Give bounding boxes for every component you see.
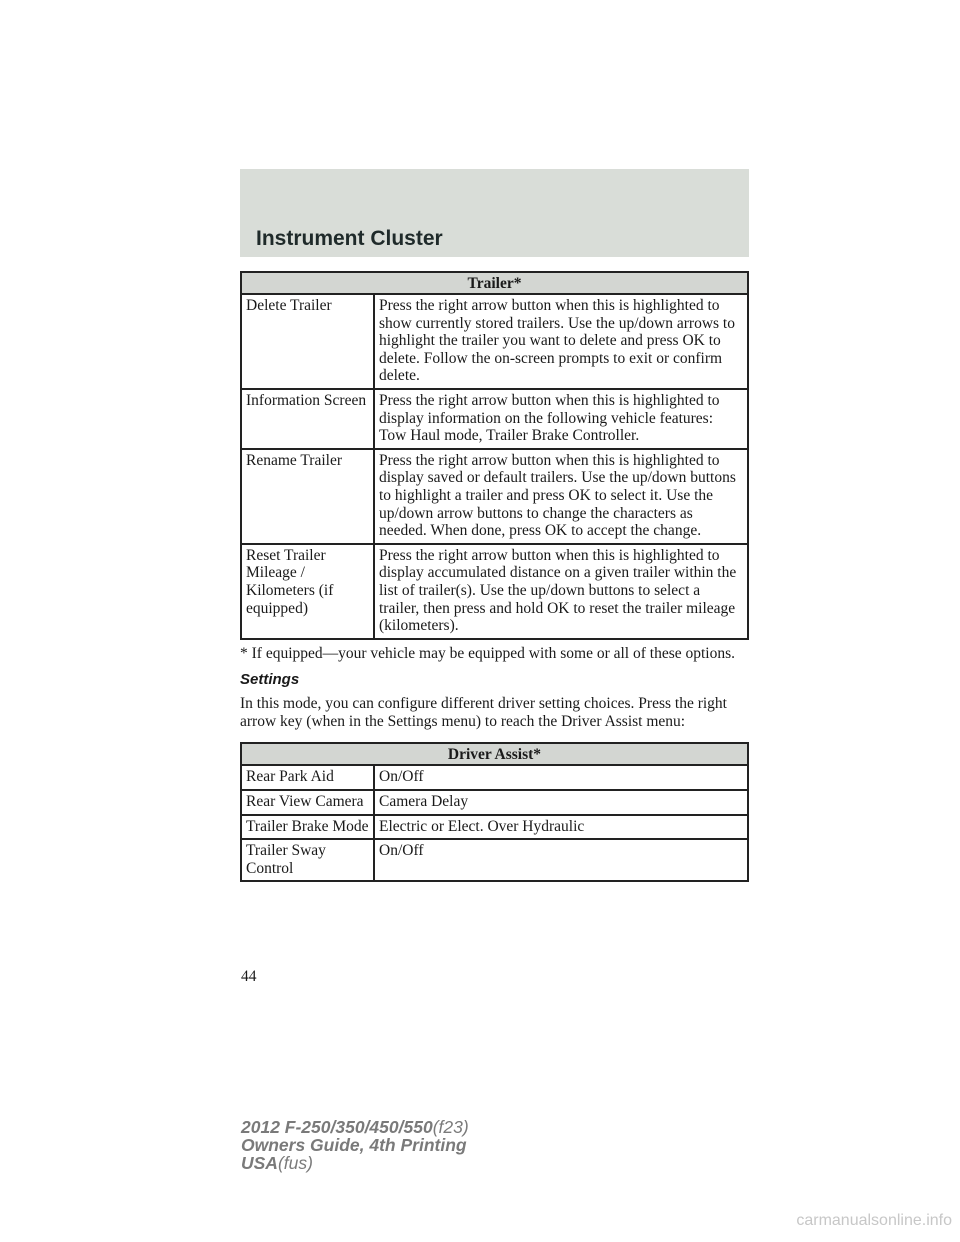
- row-item: Information Screen: [241, 389, 374, 449]
- trailer-table: [240, 271, 749, 640]
- driver-assist-table: [240, 742, 749, 882]
- row-item: Reset Trailer Mileage / Kilometers (if equipped): [241, 544, 374, 639]
- settings-paragraph: In this mode, you can configure different driver setting choices. Press the right arrow key (when in the Settings menu) to reach the Driver Assist menu:: [240, 695, 727, 730]
- row-item: Rename Trailer: [241, 449, 374, 544]
- footer-model-code: (f23): [432, 1117, 469, 1137]
- row-description: Camera Delay: [374, 790, 748, 815]
- watermark-text: carmanualsonline.info: [796, 1212, 952, 1229]
- row-description: Press the right arrow button when this is highlighted to show currently stored trailers. Use the up/down arrows to highlight the trailer you want to delete and press OK to delete. Follow the on-screen prompts to exit or confirm delete.: [374, 294, 748, 389]
- footer-model: 2012 F-250/350/450/550: [241, 1117, 433, 1137]
- row-description: Press the right arrow button when this is highlighted to display saved or default trailers. Use the up/down buttons to highlight a trailer and press OK to select it. Use the up/down arrow buttons to change the characters as needed. When done, press OK to accept the change.: [374, 449, 748, 544]
- section-header-band: [240, 169, 749, 257]
- table-row: [241, 389, 748, 449]
- table-row: [241, 765, 748, 790]
- driver-assist-table-title: Driver Assist*: [241, 743, 748, 765]
- table-row: [241, 544, 748, 639]
- row-item: Rear Park Aid: [241, 765, 374, 790]
- page-number: 44: [241, 968, 257, 985]
- trailer-table-title: Trailer*: [241, 272, 748, 294]
- document-footer: [241, 1118, 469, 1172]
- row-description: On/Off: [374, 839, 748, 881]
- section-title: Instrument Cluster: [256, 227, 443, 250]
- table-row: [241, 790, 748, 815]
- footer-region: USA: [241, 1153, 278, 1173]
- footer-region-code: (fus): [277, 1153, 313, 1173]
- table-row: [241, 815, 748, 840]
- settings-heading: Settings: [240, 671, 300, 689]
- footer-line-2: Owners Guide, 4th Printing: [241, 1135, 467, 1155]
- page-content: [240, 271, 749, 882]
- footnote: * If equipped—your vehicle may be equipped with some or all of these options.: [240, 644, 736, 662]
- row-description: Electric or Elect. Over Hydraulic: [374, 815, 748, 840]
- footer-line-1: [241, 1118, 469, 1136]
- row-item: Delete Trailer: [241, 294, 374, 389]
- table-row: [241, 294, 748, 389]
- row-item: Trailer Sway Control: [241, 839, 374, 881]
- table-row: [241, 449, 748, 544]
- footer-line-3: [241, 1154, 469, 1172]
- row-description: On/Off: [374, 765, 748, 790]
- row-item: Rear View Camera: [241, 790, 374, 815]
- table-row: [241, 839, 748, 881]
- row-item: Trailer Brake Mode: [241, 815, 374, 840]
- row-description: Press the right arrow button when this is highlighted to display information on the following vehicle features: Tow Haul mode, Trailer Brake Controller.: [374, 389, 748, 449]
- row-description: Press the right arrow button when this is highlighted to display accumulated distance on a given trailer within the list of trailer(s). Use the up/down buttons to select a trailer, then press and hold OK to reset the trailer mileage (kilometers).: [374, 544, 748, 639]
